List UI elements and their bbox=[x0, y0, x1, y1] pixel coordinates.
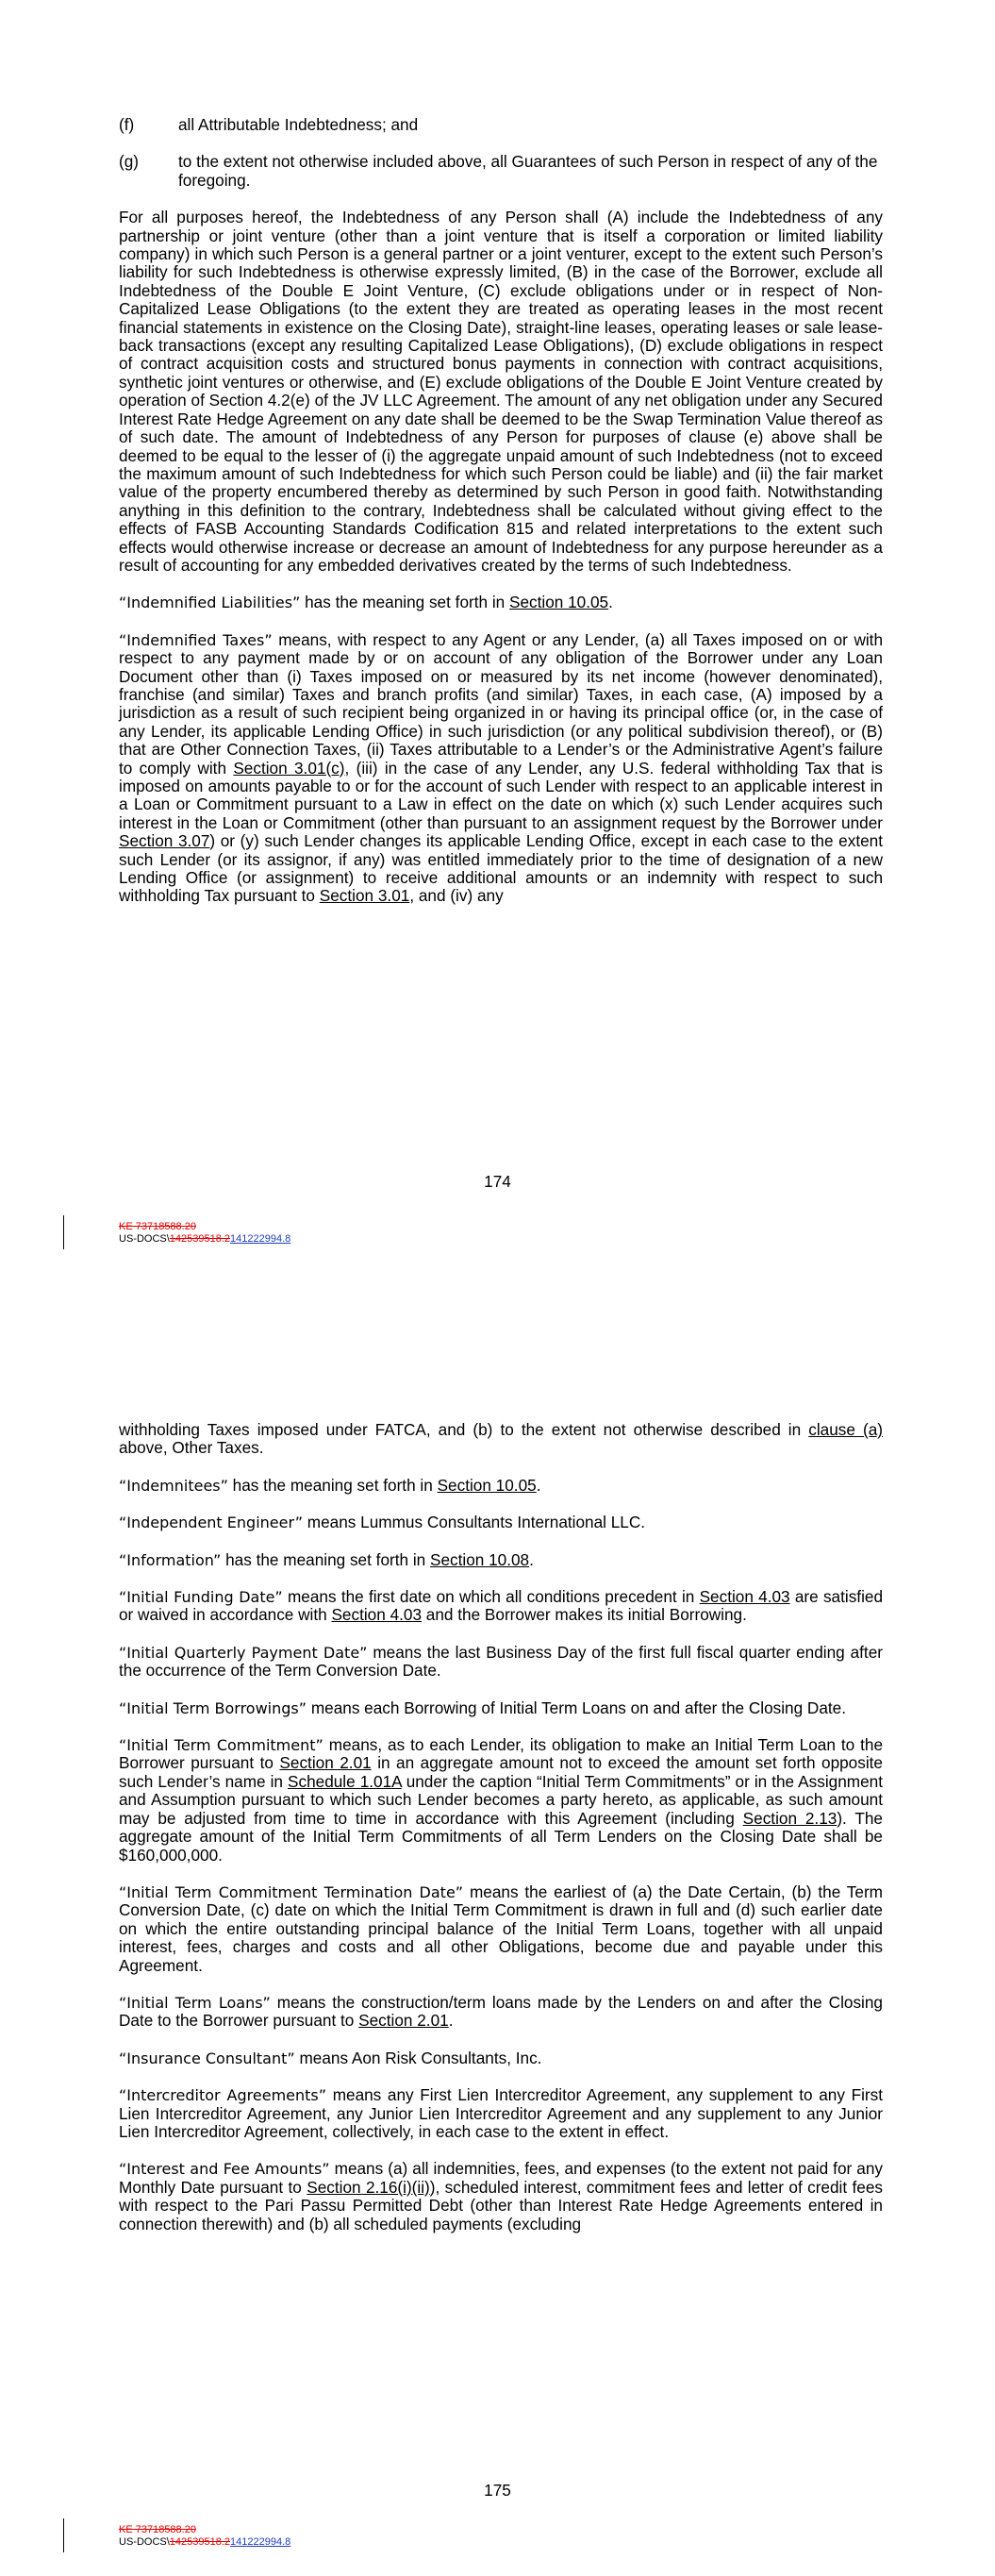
footer-deleted-doc-id: KE 73718588.20 bbox=[119, 2524, 196, 2535]
definition-intercreditor-agreements bbox=[119, 2086, 883, 2141]
page-number: 174 bbox=[484, 1172, 511, 1191]
footer-doc-id bbox=[119, 2536, 290, 2549]
definition-text: means the construction/term loans made by the Lenders on and after the Closing Date to the Borrower pursuant to bbox=[119, 1992, 883, 2031]
defined-term: “Initial Term Borrowings” bbox=[119, 1698, 307, 1717]
defined-term: “Initial Quarterly Payment Date” bbox=[119, 1643, 368, 1662]
definition-text: under the caption “Initial Term Commitments” or in the Assignment and Assumption pursuant to which such Lender becomes a party hereto, as applicable, as such amount may be adjusted from time to time in accordance with this Agreement (including bbox=[119, 1771, 883, 1828]
definition-initial-funding-date bbox=[119, 1588, 883, 1625]
section-link[interactable]: Section 4.03 bbox=[699, 1587, 790, 1607]
section-link[interactable]: Section 10.05 bbox=[437, 1475, 537, 1495]
defined-term: “Independent Engineer” bbox=[119, 1514, 304, 1532]
definition-text: , (iii) in the case of any Lender, any U.S. federal withholding Tax that is imposed on amounts payable to or for the account of such Lender with respect to an applicable interest in a Loan or Commitment pursuant to a Law in effect on the date on which (x) such Lender acquires such interest in the Loan or Commitment (other than pursuant to an assignment request by the Borrower under bbox=[119, 758, 883, 832]
definition-text: are satisfied or waived in accordance with bbox=[119, 1587, 884, 1625]
definition-text: ), scheduled interest, commitment fees and letter of credit fees with respect to the Pari Passu Permitted Debt (other than Interest Rate Hedge Agreements entered in connection therewith) and (b) all scheduled payments (excluding bbox=[119, 2177, 883, 2233]
section-link[interactable]: Section 2.01 bbox=[358, 2011, 449, 2031]
definition-text: . bbox=[608, 593, 613, 612]
footer-doc-prefix: US-DOCS\ bbox=[119, 1233, 170, 1245]
definition-text: withholding Taxes imposed under FATCA, and (b) to the extent not otherwise described in bbox=[119, 1420, 809, 1439]
definition-initial-quarterly-payment-date bbox=[119, 1644, 883, 1681]
section-link[interactable]: Section 3.01(c) bbox=[233, 758, 345, 778]
section-link[interactable]: Section 2.16(i)(ii) bbox=[307, 2177, 430, 2197]
definition-independent-engineer bbox=[119, 1514, 883, 1531]
section-link[interactable]: Section 4.03 bbox=[331, 1605, 423, 1625]
list-text: to the extent not otherwise included above, all Guarantees of such Person in respect of any of the foregoing. bbox=[178, 152, 878, 190]
footer-doc-id bbox=[119, 1233, 290, 1246]
definition-text: means, with respect to any Agent or any Lender, (a) all Taxes imposed on or with respect to any payment made by or on account of any obligation of the Borrower under any Loan Document other than (i) Taxes imposed on or measured by its net income (however denominated), franchise (and similar) Taxes and branch profits (and similar) Taxes, in each case, (A) imposed by a jurisdiction as a result of such recipient being organized in or having its principal office (or, in the case of any Lender, its applicable Lending Office) in such jurisdiction (or any political subdivision thereof), or (B) that are Other Connection Taxes, (ii) Taxes attributable to a Lender’s or the Administrative Agent’s failure to comply with bbox=[119, 629, 884, 778]
definition-text: means, as to each Lender, its obligation to make an Initial Term Loan to the Borrower pursuant to bbox=[119, 1735, 884, 1773]
definition-information bbox=[119, 1551, 883, 1569]
definition-text: has the meaning set forth in bbox=[227, 1475, 438, 1495]
defined-term: “Interest and Fee Amounts” bbox=[119, 2160, 330, 2179]
clause-link[interactable]: clause (a) bbox=[808, 1420, 883, 1439]
definition-text: in an aggregate amount not to exceed the amount set forth opposite such Lender’s name in bbox=[119, 1753, 883, 1791]
change-bar bbox=[63, 1215, 64, 1249]
definition-initial-term-loans bbox=[119, 1994, 883, 2031]
change-bar bbox=[63, 2518, 64, 2552]
definition-text: . bbox=[536, 1475, 541, 1495]
indemnified-taxes-continuation bbox=[119, 1421, 883, 1458]
definition-text: . bbox=[448, 2011, 454, 2031]
definition-text: means the first date on which all conditions precedent in bbox=[282, 1587, 700, 1607]
section-link[interactable]: Section 10.08 bbox=[430, 1549, 530, 1569]
section-link[interactable]: Section 3.07 bbox=[119, 831, 210, 851]
definition-text: means (a) all indemnities, fees, and expenses (to the extent not paid for any Monthly Date pursuant to bbox=[119, 2159, 883, 2197]
defined-term: “Indemnified Liabilities” bbox=[119, 594, 301, 612]
footer-doc-prefix: US-DOCS\ bbox=[119, 2536, 170, 2548]
definition-initial-term-borrowings bbox=[119, 1699, 883, 1717]
defined-term: “Insurance Consultant” bbox=[119, 2049, 295, 2067]
definition-indemnified-liabilities bbox=[119, 594, 883, 611]
definition-text: means each Borrowing of Initial Term Loans on and after the Closing Date. bbox=[307, 1698, 847, 1717]
definition-text: means the earliest of (a) the Date Certain, (b) the Term Conversion Date, (c) date on which the Initial Term Commitment is drawn in full and (d) such earlier date on which the entire outstanding principal balance of the Initial Term Loans, together with all unpaid interest, fees, charges and costs and all other Obligations, become due and payable under this Agreement. bbox=[119, 1882, 883, 1975]
list-marker: (f) bbox=[119, 115, 135, 134]
list-marker: (g) bbox=[119, 152, 140, 172]
definition-text: , and (iv) any bbox=[409, 886, 504, 906]
definition-text: means Lummus Consultants International LLC. bbox=[303, 1513, 646, 1532]
section-link[interactable]: Section 2.01 bbox=[279, 1753, 372, 1773]
section-link[interactable]: Section 3.01 bbox=[319, 886, 410, 906]
definition-initial-term-commitment-termination-date bbox=[119, 1883, 883, 1975]
page-174-content bbox=[119, 116, 883, 925]
list-text: all Attributable Indebtedness; and bbox=[178, 115, 419, 134]
definition-initial-term-commitment bbox=[119, 1736, 883, 1865]
definition-insurance-consultant bbox=[119, 2049, 883, 2067]
defined-term: “Intercreditor Agreements” bbox=[119, 2086, 327, 2105]
definition-text: has the meaning set forth in bbox=[300, 593, 509, 612]
list-item-f bbox=[119, 116, 883, 134]
definition-text: and the Borrower makes its initial Borrowing. bbox=[422, 1605, 747, 1625]
footer-deleted-doc-id: KE 73718588.20 bbox=[119, 1221, 196, 1232]
definition-indemnitees bbox=[119, 1477, 883, 1495]
footer-doc-deleted: 142539518.2 bbox=[169, 1233, 231, 1245]
page-175-content bbox=[119, 1421, 883, 2252]
defined-term: “Initial Term Commitment Termination Date” bbox=[119, 1882, 464, 1901]
definition-text: ). The aggregate amount of the Initial Term Commitments of all Term Lenders on the Closing Date shall be $160,000,000. bbox=[119, 1808, 883, 1865]
definition-text: means Aon Risk Consultants, Inc. bbox=[294, 2048, 542, 2067]
defined-term: “Initial Term Commitment” bbox=[119, 1736, 323, 1755]
footer-doc-deleted: 142539518.2 bbox=[169, 2536, 231, 2548]
page-number: 175 bbox=[484, 2481, 511, 2500]
list-item-g bbox=[119, 153, 883, 190]
doc-footer bbox=[119, 1221, 290, 1246]
definition-text: means the last Business Day of the first full fiscal quarter ending after the occurrence of the Term Conversion Date. bbox=[119, 1642, 883, 1681]
definition-text: . bbox=[529, 1549, 534, 1569]
definition-indemnified-taxes bbox=[119, 631, 883, 906]
definition-text: above, Other Taxes. bbox=[119, 1438, 264, 1458]
schedule-link[interactable]: Schedule 1.01A bbox=[288, 1771, 402, 1791]
defined-term: “Indemnified Taxes” bbox=[119, 630, 273, 649]
definition-text: means any First Lien Intercreditor Agreement, any supplement to any First Lien Intercreditor Agreement, any Junior Lien Intercreditor Agreement and any supplement to any Junior Lien Intercreditor Agreement, collectively, in each case to the extent in effect. bbox=[119, 2085, 883, 2141]
defined-term: “Initial Funding Date” bbox=[119, 1588, 283, 1607]
definition-text: ) or (y) such Lender changes its applicable Lending Office, except in each case to the extent such Lender (or its assignor, if any) was entitled immediately prior to the time of designation of a new Lending Office (or assignment) to receive additional amounts or an indemnity with respect to such withholding Tax pursuant to bbox=[119, 831, 883, 906]
defined-term: “Indemnitees” bbox=[119, 1476, 228, 1495]
section-link[interactable]: Section 2.13 bbox=[742, 1808, 837, 1828]
footer-doc-inserted: 141222994.8 bbox=[230, 2536, 291, 2548]
doc-footer bbox=[119, 2524, 290, 2549]
definition-interest-and-fee-amounts bbox=[119, 2160, 883, 2233]
defined-term: “Information” bbox=[119, 1550, 222, 1569]
definition-text: has the meaning set forth in bbox=[221, 1549, 430, 1569]
page-175 bbox=[0, 1288, 995, 2576]
indebtedness-paragraph: For all purposes hereof, the Indebtedness of any Person shall (A) include the Indebtedness of any partnership or joint venture (other than a joint venture that is itself a corporation or limited liability company) in which such Person is a general partner or a joint venturer, except to the extent such Person’s liability for such Indebtedness is otherwise expressly limited, (B) in the case of the Borrower, exclude all Indebtedness of the Double E Joint Venture, (C) exclude obligations under or in respect of Non-Capitalized Lease Obligations (to the extent they are treated as operating leases in the most recent financial statements in existence on the Closing Date), straight-line leases, operating leases or sale lease-back transactions (except any resulting Capitalized Lease Obligations), (D) exclude obligations in respect of contract acquisition costs and structured bonus payments in connection with contract acquisitions, synthetic joint ventures or otherwise, and (E) exclude obligations of the Double E Joint Venture created by operation of Section 4.2(e) of the JV LLC Agreement. The amount of any net obligation under any Secured Interest Rate Hedge Agreement on any date shall be deemed to be the Swap Termination Value thereof as of such date. The amount of Indebtedness of any Person for purposes of clause (e) above shall be deemed to be equal to the lesser of (i) the aggregate unpaid amount of such Indebtedness (not to exceed the maximum amount of such Indebtedness for which such Person could be liable) and (ii) the fair market value of the property encumbered thereby as determined by such Person in good faith. Notwithstanding anything in this definition to the contrary, Indebtedness shall be calculated without giving effect to the effects of FASB Accounting Standards Codification 815 and related interpretations to the extent such effects would otherwise increase or decrease an amount of Indebtedness for any purpose hereunder as a result of accounting for any embedded derivatives created by the terms of such Indebtedness. bbox=[119, 208, 883, 575]
footer-doc-inserted: 141222994.8 bbox=[230, 1233, 291, 1245]
defined-term: “Initial Term Loans” bbox=[119, 1993, 271, 2012]
section-link[interactable]: Section 10.05 bbox=[509, 593, 609, 612]
